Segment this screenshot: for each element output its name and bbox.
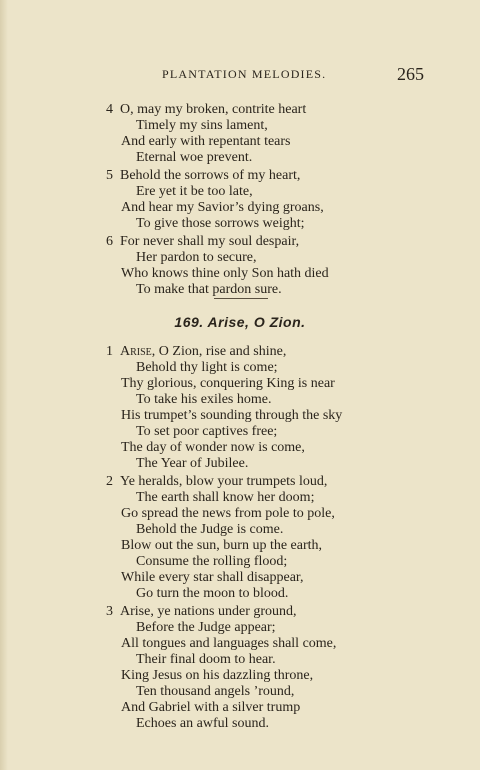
verse-line: To set poor captives free; [136, 424, 278, 439]
verse-line: Arise, ye nations under ground, [120, 604, 297, 619]
verse-line: And hear my Savior’s dying groans, [121, 200, 324, 215]
verse-line: Go spread the news from pole to pole, [121, 506, 335, 521]
verse-line: Ten thousand angels ’round, [136, 684, 295, 699]
verse-line: Ye heralds, blow your trumpets loud, [120, 474, 328, 489]
verse-line: And early with repentant tears [121, 134, 291, 149]
page-number: 265 [397, 64, 424, 84]
verse-line: King Jesus on his dazzling throne, [121, 668, 314, 683]
verse-line: And Gabriel with a silver trump [121, 700, 301, 715]
verse-line: The earth shall know her doom; [136, 490, 315, 505]
stanza-number: 6 [106, 234, 113, 249]
verse-line-rest: O Zion, rise and shine, [155, 344, 287, 359]
verse-line [120, 344, 286, 360]
stanza-number: 3 [106, 604, 113, 619]
verse-line: Timely my sins lament, [136, 118, 268, 133]
stanza-number: 2 [106, 474, 113, 489]
verse-line: All tongues and languages shall come, [121, 636, 337, 651]
verse-line: Their final doom to hear. [136, 652, 276, 667]
verse-line: Behold the Judge is come. [136, 522, 284, 537]
running-title: PLANTATION MELODIES. [162, 67, 327, 81]
verse-line: To give those sorrows weight; [136, 216, 305, 231]
first-word: Arise, [120, 344, 156, 359]
section-divider [214, 298, 268, 299]
verse-line: The Year of Jubilee. [136, 456, 249, 471]
verse-line: Thy glorious, conquering King is near [121, 376, 335, 391]
verse-line: The day of wonder now is come, [121, 440, 305, 455]
stanza-number: 4 [106, 102, 113, 117]
verse-line: For never shall my soul despair, [120, 234, 300, 249]
verse-line: Her pardon to secure, [136, 250, 257, 265]
verse-line: Go turn the moon to blood. [136, 586, 289, 601]
verse-line: Before the Judge appear; [136, 620, 276, 635]
page-header [0, 66, 480, 86]
verse-line: Blow out the sun, burn up the earth, [121, 538, 323, 553]
verse-line: O, may my broken, contrite heart [120, 102, 307, 117]
hymn-title: 169. Arise, O Zion. [174, 314, 306, 330]
verse-line: Eternal woe prevent. [136, 150, 253, 165]
verse-line: Ere yet it be too late, [136, 184, 253, 199]
page-edge [0, 0, 8, 770]
verse-line: To take his exiles home. [136, 392, 272, 407]
verse-line: His trumpet’s sounding through the sky [121, 408, 343, 423]
verse-line: Consume the rolling flood; [136, 554, 288, 569]
verse-line: Who knows thine only Son hath died [121, 266, 329, 281]
stanza-number: 1 [106, 344, 113, 359]
verse-line: While every star shall disappear, [121, 570, 304, 585]
verse-line: Echoes an awful sound. [136, 716, 269, 731]
verse-line: Behold the sorrows of my heart, [120, 168, 301, 183]
verse-line: Behold thy light is come; [136, 360, 278, 375]
verse-line: To make that pardon sure. [136, 282, 282, 297]
stanza-number: 5 [106, 168, 113, 183]
